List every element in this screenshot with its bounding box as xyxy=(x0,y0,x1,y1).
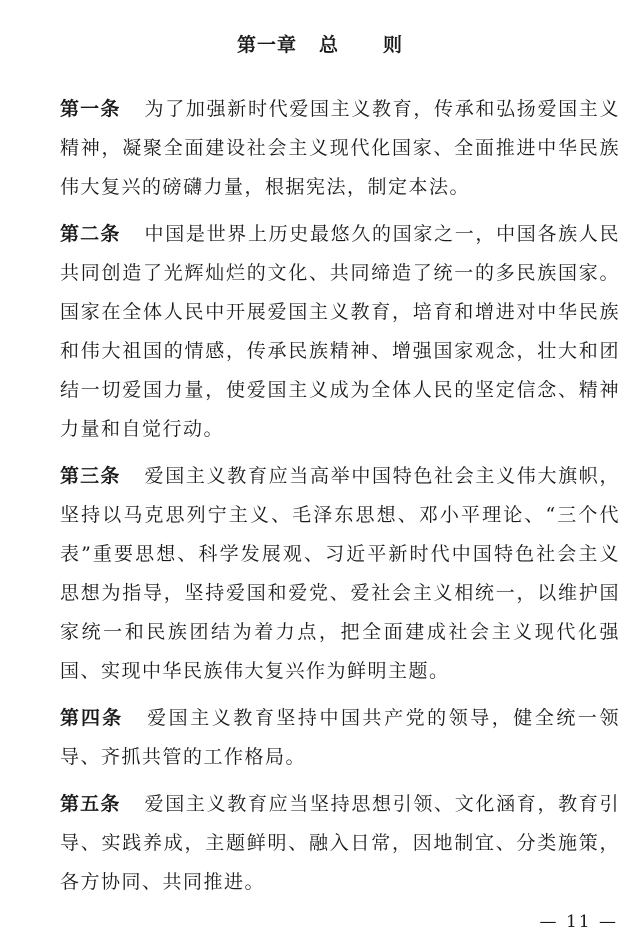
article-5 xyxy=(60,785,620,902)
article-number: 第二条 xyxy=(60,223,121,245)
article-text: 爱国主义教育应当高举中国特色社会主义伟大旗帜，坚持以马克思列宁主义、毛泽东思想、邓小平理论、“三个代表”重要思想、科学发展观、习近平新时代中国特色社会主义思想为指导，坚持爱国和爱党、爱社会主义相统一，以维护国家统一和民族团结为着力点，把全面建成社会主义现代化强国、实现中华民族伟大复兴作为鲜明主题。 xyxy=(60,465,620,682)
article-number: 第一条 xyxy=(60,98,121,120)
chapter-number: 第一章 xyxy=(236,34,297,56)
chapter-title xyxy=(0,30,640,57)
article-list xyxy=(60,90,620,910)
article-text: 爱国主义教育应当坚持思想引领、文化涵育，教育引导、实践养成，主题鲜明、融入日常，因地制宜、分类施策，各方协同、共同推进。 xyxy=(60,793,620,893)
article-text: 中国是世界上历史最悠久的国家之一，中国各族人民共同创造了光辉灿烂的文化、共同缔造了统一的多民族国家。国家在全体人民中开展爱国主义教育，培育和增进对中华民族和伟大祖国的情感，传承民族精神、增强国家观念，壮大和团结一切爱国力量，使爱国主义成为全体人民的坚定信念、精神力量和自觉行动。 xyxy=(60,223,620,440)
chapter-title-char-1: 总 xyxy=(318,34,339,56)
article-number: 第四条 xyxy=(60,707,124,729)
article-number: 第三条 xyxy=(60,465,121,487)
article-1 xyxy=(60,90,620,207)
article-text: 爱国主义教育坚持中国共产党的领导，健全统一领导、齐抓共管的工作格局。 xyxy=(60,707,620,768)
article-text: 为了加强新时代爱国主义教育，传承和弘扬爱国主义精神，凝聚全面建设社会主义现代化国家、全面推进中华民族伟大复兴的磅礴力量，根据宪法，制定本法。 xyxy=(60,98,620,198)
article-4 xyxy=(60,699,620,777)
article-number: 第五条 xyxy=(60,793,121,815)
article-3 xyxy=(60,457,620,691)
chapter-title-char-2: 则 xyxy=(383,34,404,56)
page-number: — 11 — xyxy=(539,912,618,932)
article-2 xyxy=(60,215,620,449)
